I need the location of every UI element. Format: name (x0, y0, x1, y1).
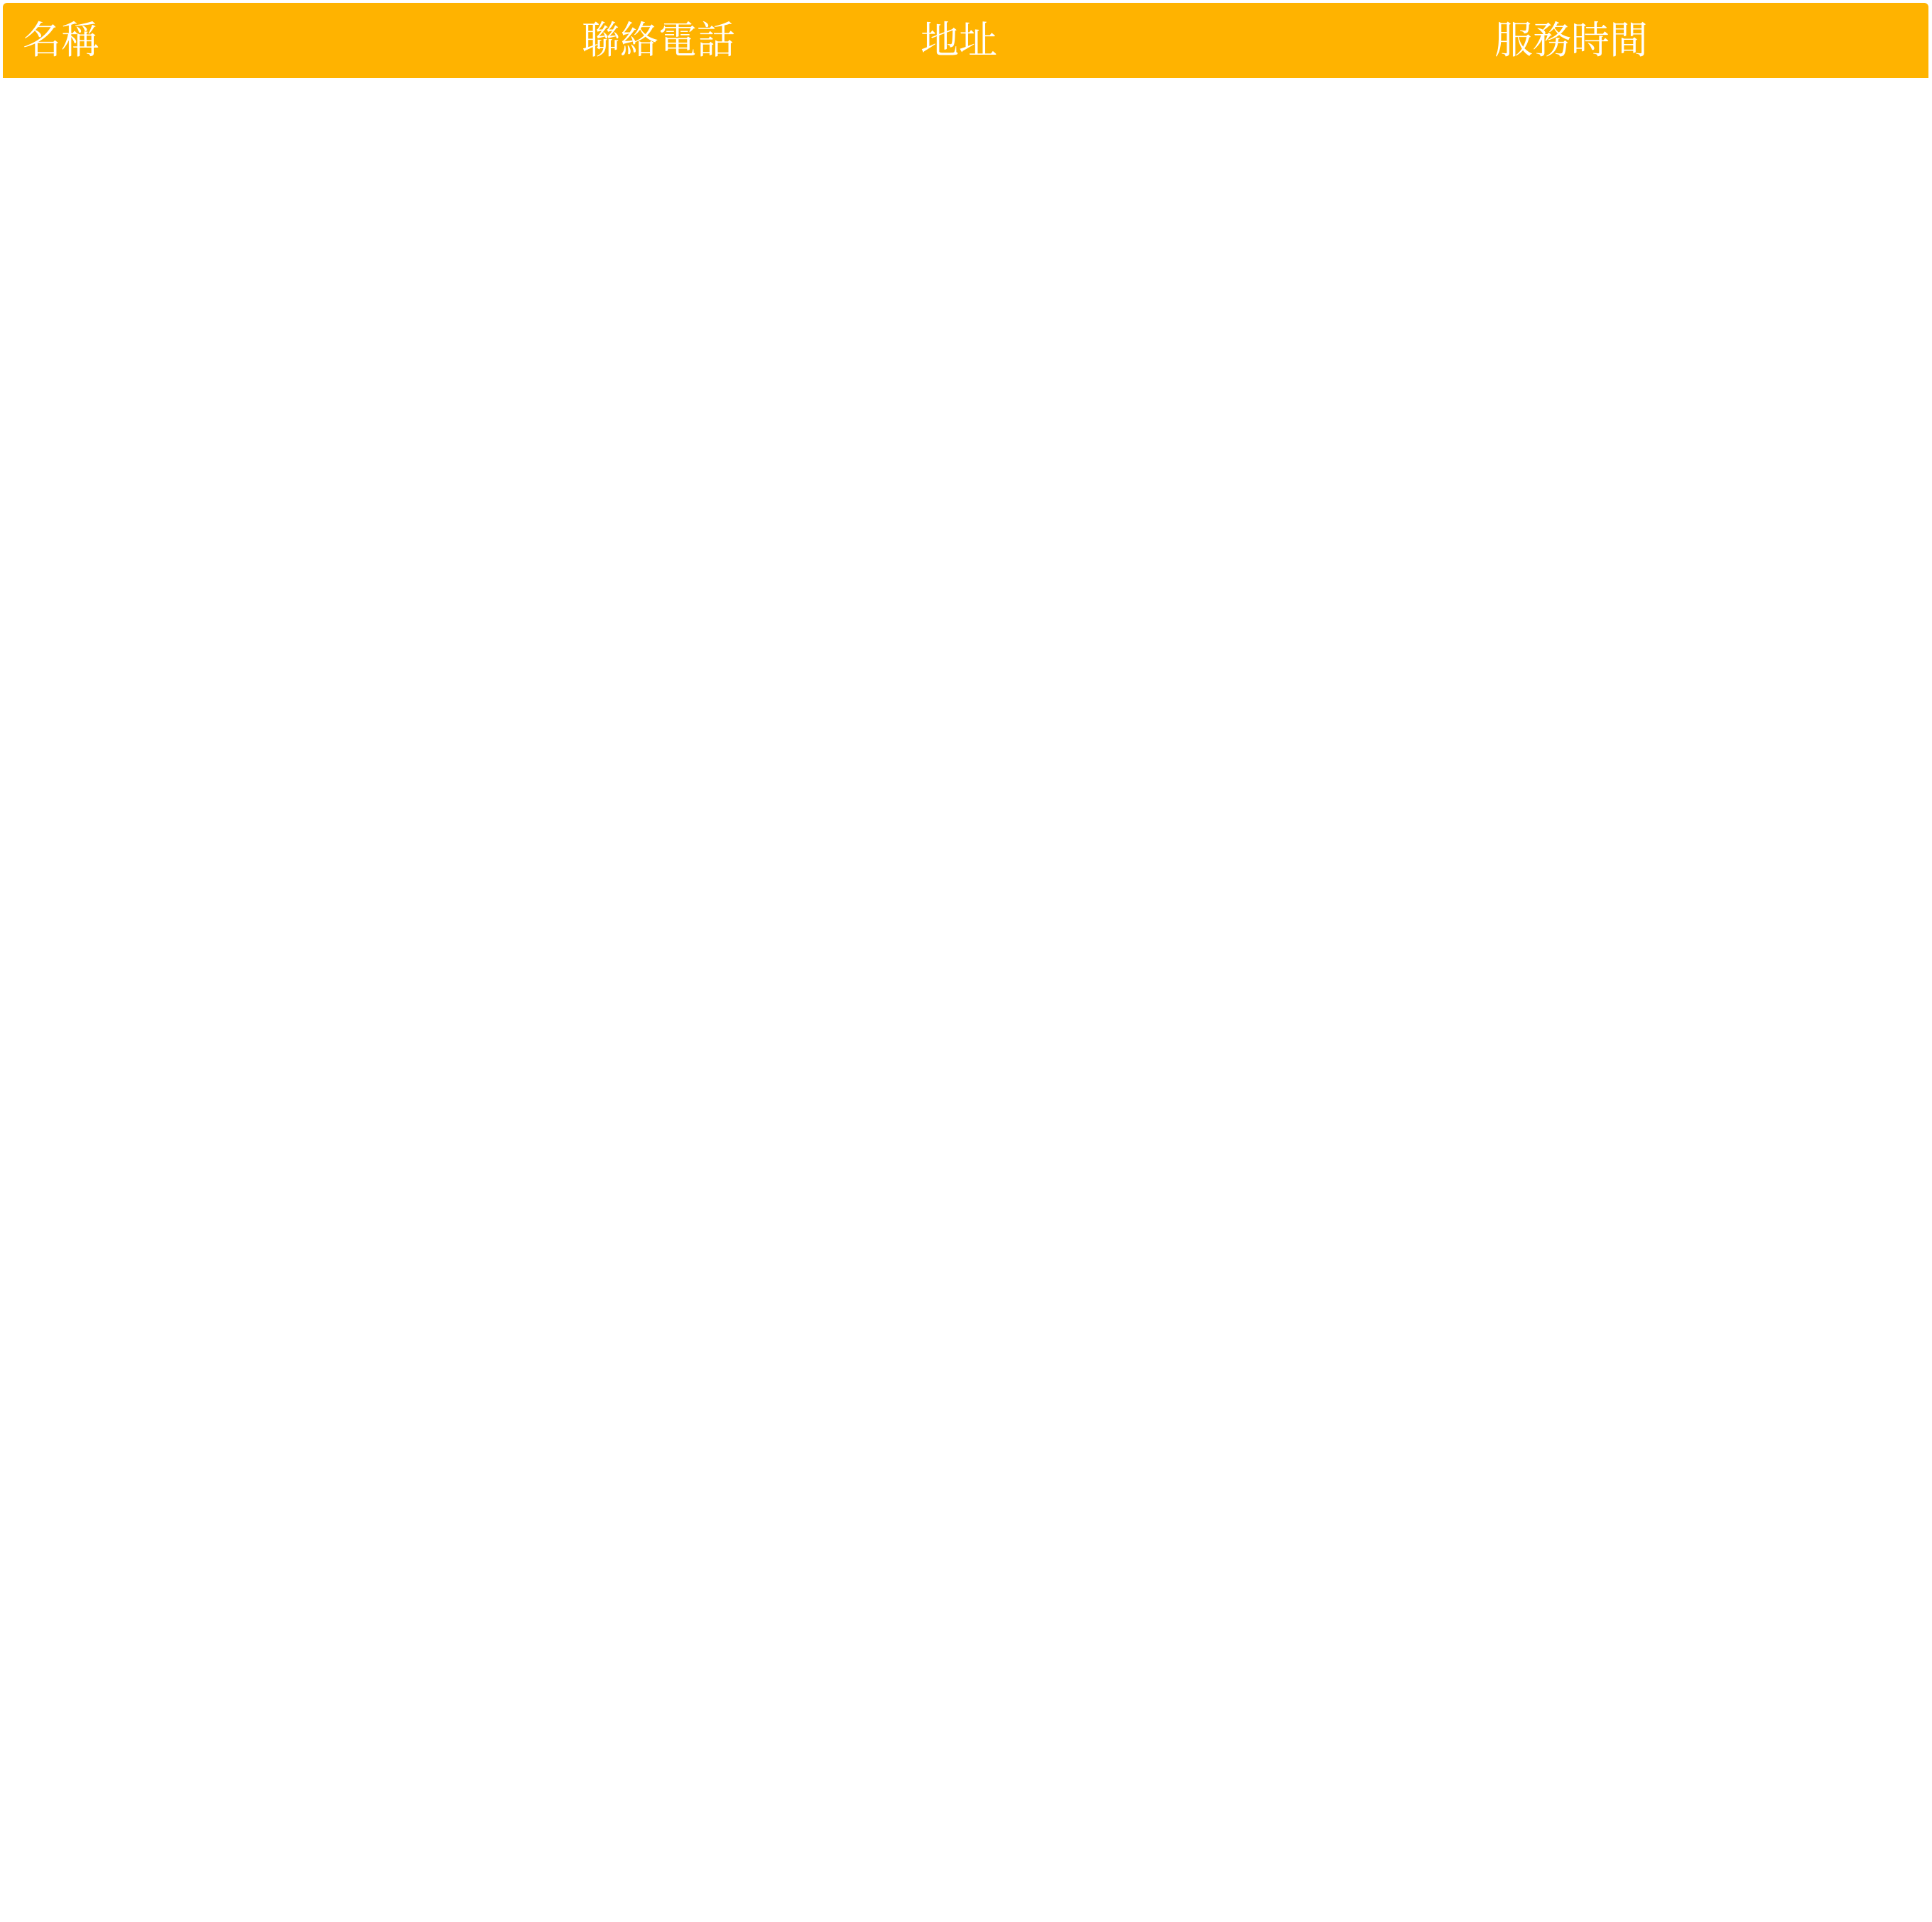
column-header-address: 地址 (921, 18, 997, 63)
table-body (3, 78, 1928, 1918)
table-header (3, 3, 1928, 78)
column-header-name: 名稱 (23, 18, 99, 63)
column-header-phone: 聯絡電話 (582, 18, 735, 63)
column-header-hours: 服務時間 (1494, 18, 1648, 63)
